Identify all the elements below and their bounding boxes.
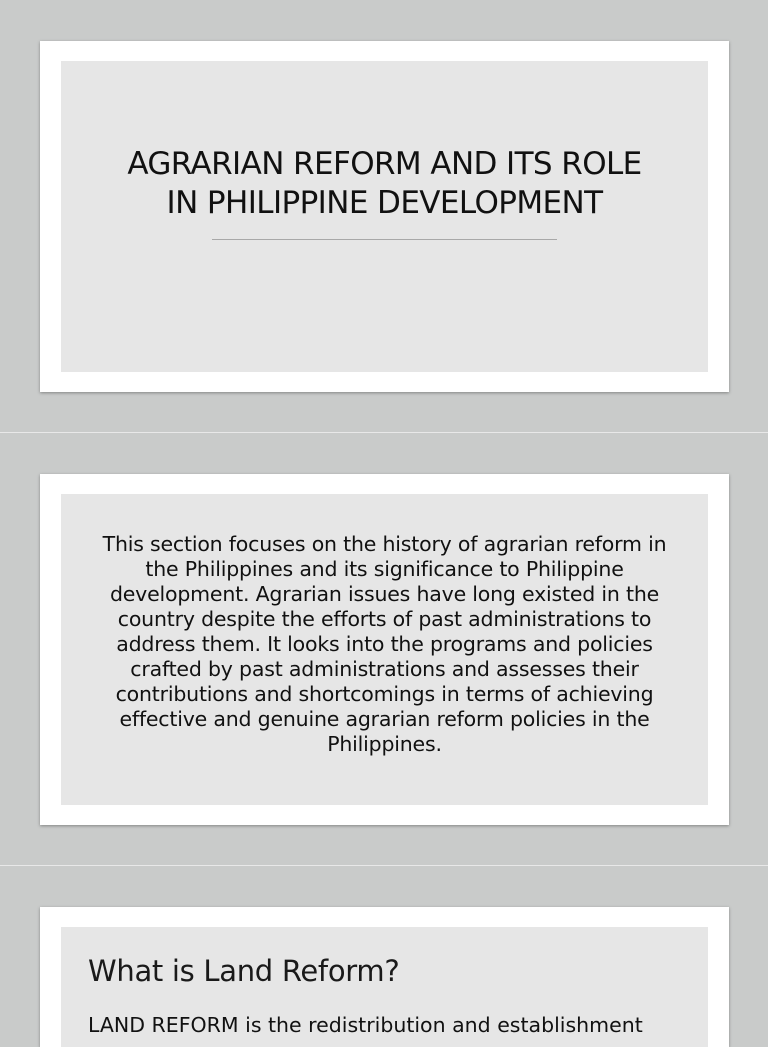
slide-body-partial: LAND REFORM is the redistribution and establishment: [88, 1013, 643, 1037]
slide-heading: What is Land Reform?: [88, 954, 400, 988]
intro-paragraph: This section focuses on the history of agrarian reform in the Philippines and its significance to Philippine development. Agrarian issues have long existed in the country despite the efforts of past administrations to address them. It looks into the programs and policies crafted by past administrations and assesses their contributions and shortcomings in terms of achieving effective and genuine agrarian reform policies in the Philippines.: [102, 532, 667, 756]
intro-slide: [40, 474, 729, 825]
slide-title-line-2: IN PHILIPPINE DEVELOPMENT: [166, 185, 603, 221]
slide-title: [61, 145, 708, 223]
slide-panel: [61, 927, 708, 1047]
title-underline: [212, 239, 557, 240]
title-slide: [40, 41, 729, 392]
slide-panel: [61, 494, 708, 805]
slide-panel: [61, 61, 708, 372]
slide-title-line-1: AGRARIAN REFORM AND ITS ROLE: [127, 146, 642, 182]
land-reform-slide: [40, 907, 729, 1047]
